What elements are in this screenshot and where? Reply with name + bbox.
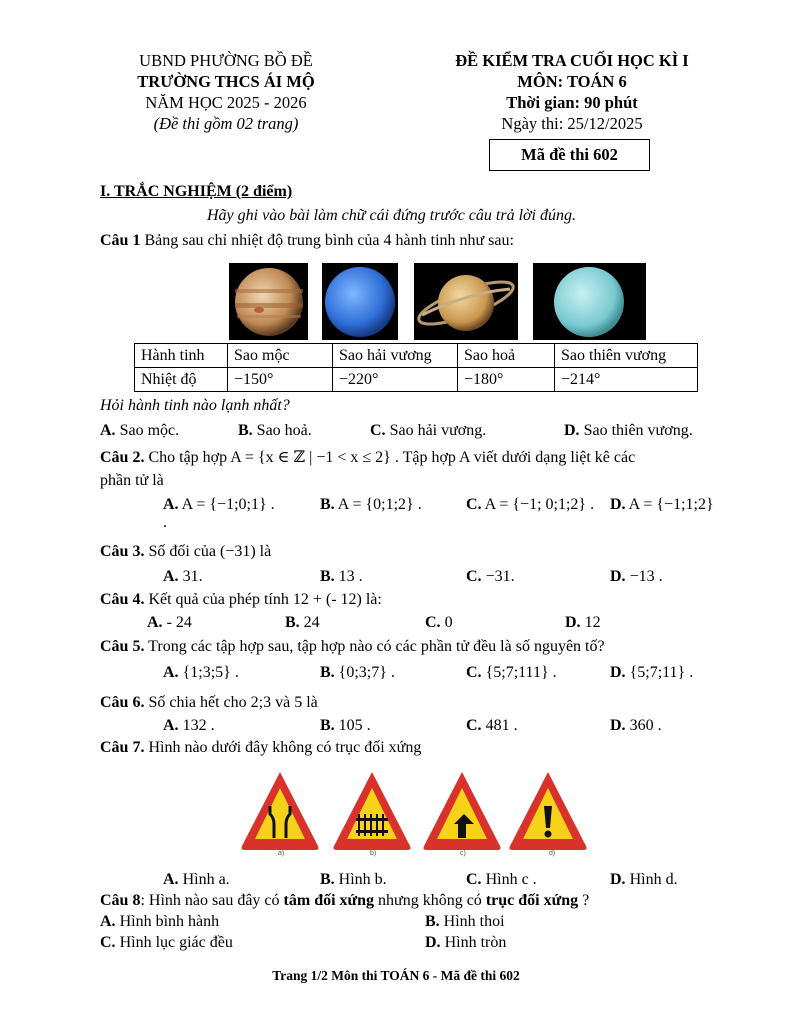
table-cell: −214° [555,368,698,392]
planet-neptune-image [322,263,398,340]
section-instruction: Hãy ghi vào bài làm chữ cái đứng trước câu trả lời đúng. [207,207,576,224]
q6-option-d: D. 360 . [610,717,662,734]
q3-text [100,542,271,562]
q3-option-b: B. 13 . [320,568,363,585]
temperature-table [134,343,698,392]
q4-option-a: A. - 24 [147,614,192,631]
q3-option-c: C. −31. [466,568,515,585]
q4-stem: Kết quả của phép tính 12 + (- 12) là: [144,591,382,608]
q5-text [100,637,605,657]
table-cell: Nhiệt độ [135,368,228,392]
q2-text-cont: phần tử là [100,472,164,489]
q2-option-b: B. A = {0;1;2} . [320,496,422,513]
warning-sign-b-icon [333,772,410,850]
q4-option-b: B. 24 [285,614,320,631]
q1-text [100,231,514,251]
q4-option-d: D. 12 [565,614,601,631]
q1-question: Hỏi hành tinh nào lạnh nhất? [100,397,290,414]
q6-stem: Số chia hết cho 2;3 và 5 là [144,694,318,711]
exam-title: ĐỀ KIỂM TRA CUỐI HỌC KÌ I [455,51,689,70]
q2-option-c: C. A = {−1; 0;1;2} . [466,496,595,513]
duration: Thời gian: 90 phút [506,93,638,112]
q7-stem: Hình nào dưới đây không có trục đối xứng [144,739,422,756]
q6-label: Câu 6. [100,694,145,711]
table-row [135,344,698,368]
header-left [110,50,342,134]
q7-label: Câu 7. [100,739,145,756]
table-cell: Sao hoả [458,344,555,368]
planet-uranus-image [533,263,646,340]
q4-option-c: C. 0 [425,614,453,631]
sign-label-b: b) [370,850,377,857]
q6-text [100,693,318,713]
table-cell: Hành tinh [135,344,228,368]
q4-label: Câu 4. [100,591,145,608]
table-cell: Sao thiên vương [555,344,698,368]
q5-option-d: D. {5;7;11} . [610,664,694,681]
q2-option-a: A. A = {−1;0;1} . [163,496,275,513]
planet-saturn-image [414,263,518,340]
q3-label: Câu 3. [100,543,145,560]
q2-stem: Cho tập hợp A = {x ∈ ℤ | −1 < x ≤ 2} . Tập hợp A viết dưới dạng liệt kê các [144,449,636,466]
q8-option-c: C. Hình lục giác đều [100,934,233,951]
q2-label: Câu 2. [100,449,145,466]
subject: MÔN: TOÁN 6 [517,72,627,91]
school-year: NĂM HỌC 2025 - 2026 [145,93,307,112]
authority-name: UBND PHƯỜNG BỒ ĐỀ [139,51,313,70]
q8-option-b: B. Hình thoi [425,913,505,930]
warning-sign-a-icon [241,772,318,850]
q2-option-d: D. A = {−1;1;2} [610,496,714,513]
page-count-note: (Đề thi gồm 02 trang) [153,114,299,133]
q5-option-c: C. {5;7;111} . [466,664,557,681]
q1-option-b: B. Sao hoả. [238,422,312,439]
table-cell: −150° [228,368,333,392]
q7-option-d: D. Hình d. [610,871,678,888]
school-name: TRƯỜNG THCS ÁI MỘ [137,72,315,91]
table-cell: −220° [333,368,458,392]
q6-option-c: C. 481 . [466,717,518,734]
q5-option-b: B. {0;3;7} . [320,664,395,681]
q8-label: Câu 8 [100,892,141,909]
table-cell: Sao hải vương [333,344,458,368]
exam-date: Ngày thi: 25/12/2025 [501,114,643,133]
header-right [430,50,714,134]
q1-option-a: A. Sao mộc. [100,422,180,439]
q7-option-b: B. Hình b. [320,871,387,888]
exam-code-box: Mã đề thi 602 [489,139,650,171]
table-cell: Sao mộc [228,344,333,368]
q5-option-a: A. {1;3;5} . [163,664,239,681]
q7-option-a: A. Hình a. [163,871,230,888]
page-footer: Trang 1/2 Môn thi TOÁN 6 - Mã đề thi 602 [272,968,520,983]
q6-option-b: B. 105 . [320,717,371,734]
sign-label-d: d) [549,850,556,857]
q1-option-d: D. Sao thiên vương. [564,422,693,439]
q4-text [100,590,382,610]
q7-option-c: C. Hình c . [466,871,537,888]
warning-sign-c-icon [423,772,500,850]
q3-option-d: D. −13 . [610,568,663,585]
q1-stem: Bảng sau chỉ nhiệt độ trung bình của 4 hành tinh như sau: [140,232,514,249]
table-row [135,368,698,392]
q1-label: Câu 1 [100,232,141,249]
sign-label-c: c) [460,850,466,857]
table-cell: −180° [458,368,555,392]
warning-signs-figure [238,768,588,864]
warning-sign-d-icon [509,772,586,850]
q7-text [100,738,421,758]
q6-option-a: A. 132 . [163,717,215,734]
q8-option-d: D. Hình tròn [425,934,507,951]
q5-label: Câu 5. [100,638,145,655]
q2-text [100,448,635,468]
q3-option-a: A. 31. [163,568,203,585]
section-title: I. TRẮC NGHIỆM (2 điểm) [100,183,293,200]
q1-option-c: C. Sao hải vương. [370,422,487,439]
q8-text: Câu 8: Hình nào sau đây có tâm đối xứng nhưng không có trục đối xứng ? [100,892,590,909]
q3-stem: Số đối của (−31) là [144,543,272,560]
planet-jupiter-image [229,263,308,340]
sign-label-a: a) [278,850,285,857]
q5-stem: Trong các tập hợp sau, tập hợp nào có các phần tử đều là số nguyên tố? [144,638,605,655]
q8-option-a: A. Hình bình hành [100,913,220,930]
q2-trailing-dot: . [163,514,167,531]
